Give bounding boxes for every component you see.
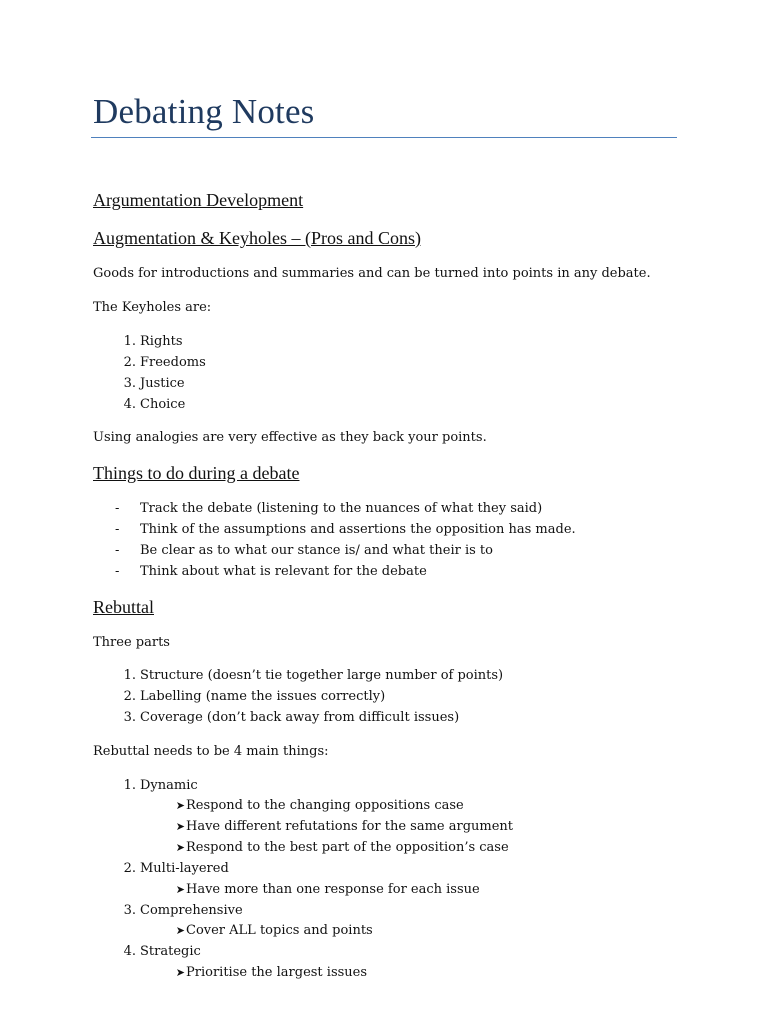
list-number: 4. bbox=[123, 397, 136, 412]
list-item-text: Choice bbox=[140, 397, 186, 412]
arrow-bullet-icon: ➤ bbox=[175, 820, 185, 833]
list-item-text: Labelling (name the issues correctly) bbox=[140, 689, 386, 704]
sub-list-item-text: Respond to the best part of the opposition’s case bbox=[186, 840, 509, 855]
list-number: 2. bbox=[123, 689, 136, 704]
list-number: 2. bbox=[123, 861, 136, 876]
arrow-bullet-icon: ➤ bbox=[175, 966, 185, 979]
dash-bullet: - bbox=[115, 522, 120, 537]
arrow-bullet-icon: ➤ bbox=[175, 883, 185, 896]
sub-list-item-text: Cover ALL topics and points bbox=[186, 923, 373, 938]
list-number: 1. bbox=[123, 668, 136, 683]
list-item-text: Dynamic bbox=[140, 778, 198, 793]
list-item-text: Justice bbox=[140, 376, 185, 391]
heading-rebuttal: Rebuttal bbox=[93, 597, 154, 617]
heading-augmentation-keyholes: Augmentation & Keyholes – (Pros and Cons) bbox=[93, 228, 421, 248]
list-item-text: Multi-layered bbox=[140, 861, 229, 876]
heading-argumentation-development: Argumentation Development bbox=[93, 190, 304, 210]
needs-label: Rebuttal needs to be 4 main things: bbox=[93, 744, 329, 759]
arrow-bullet-icon: ➤ bbox=[175, 924, 185, 937]
arrow-bullet-icon: ➤ bbox=[175, 841, 185, 854]
list-item-text: Freedoms bbox=[140, 355, 206, 370]
list-number: 3. bbox=[123, 903, 136, 918]
list-item-text: Strategic bbox=[140, 944, 201, 959]
list-number: 3. bbox=[123, 710, 136, 725]
sub-list-item-text: Have more than one response for each issue bbox=[186, 882, 480, 897]
title-rule bbox=[91, 137, 677, 138]
list-number: 4. bbox=[123, 944, 136, 959]
list-item-text: Think about what is relevant for the debate bbox=[140, 564, 427, 579]
list-item-text: Structure (doesn’t tie together large number of points) bbox=[140, 668, 504, 683]
sub-list-item-text: Respond to the changing oppositions case bbox=[186, 798, 464, 813]
heading-things-to-do: Things to do during a debate bbox=[93, 463, 300, 483]
list-item-text: Be clear as to what our stance is/ and what their is to bbox=[140, 543, 493, 558]
intro-paragraph: Goods for introductions and summaries and can be turned into points in any debate. bbox=[93, 266, 651, 281]
list-item-text: Coverage (don’t back away from difficult issues) bbox=[140, 710, 460, 725]
dash-bullet: - bbox=[115, 564, 120, 579]
list-number: 1. bbox=[123, 778, 136, 793]
list-item-text: Comprehensive bbox=[140, 903, 243, 918]
page-title: Debating Notes bbox=[93, 92, 315, 131]
dash-bullet: - bbox=[115, 543, 120, 558]
dash-bullet: - bbox=[115, 501, 120, 516]
list-item-text: Think of the assumptions and assertions the opposition has made. bbox=[140, 522, 576, 537]
list-item-text: Rights bbox=[140, 334, 183, 349]
arrow-bullet-icon: ➤ bbox=[175, 799, 185, 812]
list-item-text: Track the debate (listening to the nuances of what they said) bbox=[140, 501, 543, 516]
parts-label: Three parts bbox=[93, 635, 170, 650]
list-number: 2. bbox=[123, 355, 136, 370]
list-number: 1. bbox=[123, 334, 136, 349]
list-number: 3. bbox=[123, 376, 136, 391]
analogies-paragraph: Using analogies are very effective as they back your points. bbox=[93, 430, 487, 445]
sub-list-item-text: Prioritise the largest issues bbox=[186, 965, 368, 980]
sub-list-item-text: Have different refutations for the same argument bbox=[186, 819, 514, 834]
keyholes-label: The Keyholes are: bbox=[93, 300, 212, 315]
